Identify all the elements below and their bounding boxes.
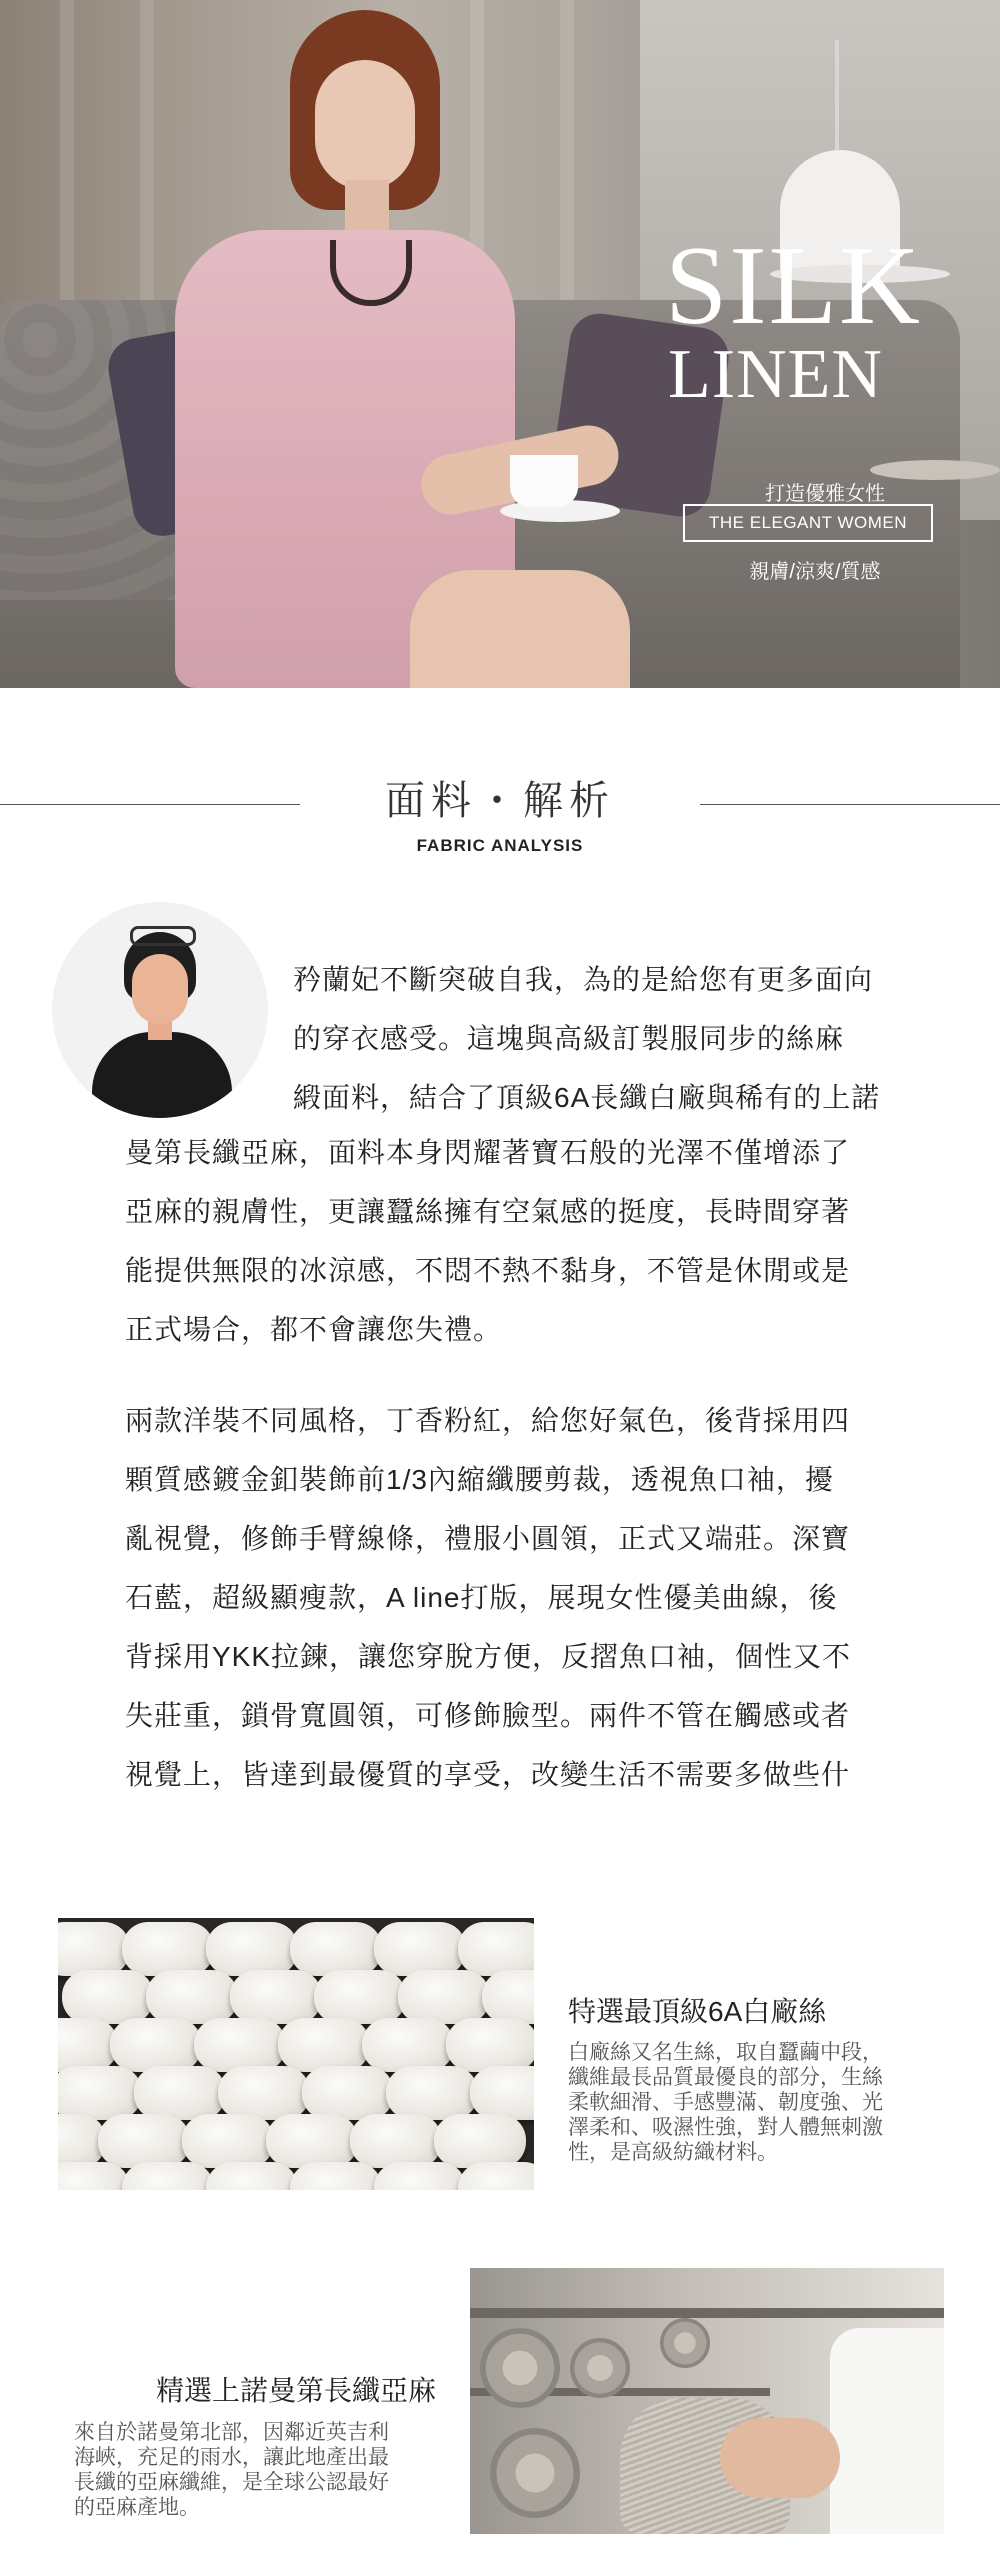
yarn-spool bbox=[490, 2428, 580, 2518]
feature-silk-title: 特選最頂級6A白廠絲 bbox=[568, 1996, 827, 2027]
yarn-spool bbox=[480, 2328, 560, 2408]
text-line: 澤柔和、吸濕性強，對人體無刺激 bbox=[568, 2116, 883, 2139]
text-line: 海峽，充足的雨水，讓此地產出最 bbox=[74, 2446, 389, 2469]
model-legs bbox=[410, 570, 630, 688]
teacup bbox=[510, 455, 578, 507]
divider-left bbox=[0, 804, 300, 805]
silk-cocoons-photo bbox=[58, 1918, 534, 2190]
silk-cocoon bbox=[290, 1922, 382, 1976]
silk-cocoon bbox=[98, 2114, 190, 2168]
silk-cocoon bbox=[374, 1922, 466, 1976]
hero-subtitle-en: THE ELEGANT WOMEN bbox=[708, 513, 908, 532]
silk-cocoon bbox=[482, 1970, 534, 2024]
silk-cocoon bbox=[278, 2018, 370, 2072]
silk-cocoon bbox=[350, 2114, 442, 2168]
silk-cocoon bbox=[58, 1922, 130, 1976]
silk-cocoon bbox=[206, 1922, 298, 1976]
silk-cocoon bbox=[458, 1922, 534, 1976]
intro-paragraph-rest bbox=[125, 1123, 925, 1359]
hero-subtitle-cn: 打造優雅女性 bbox=[765, 483, 885, 505]
text-line: 長纖的亞麻纖維，是全球公認最好 bbox=[74, 2471, 389, 2494]
text-line: 能提供無限的冰涼感，不悶不熱不黏身，不管是休閒或是 bbox=[125, 1255, 851, 1286]
yarn-spool bbox=[570, 2338, 630, 2398]
dress-description-paragraph bbox=[125, 1391, 925, 1804]
text-line: 曼第長纖亞麻，面料本身閃耀著寶石般的光澤不僅增添了 bbox=[125, 1137, 851, 1168]
text-line: 來自於諾曼第北部，因鄰近英吉利 bbox=[74, 2421, 389, 2444]
silk-cocoon bbox=[122, 2162, 214, 2190]
section-subtitle: FABRIC ANALYSIS bbox=[416, 836, 584, 855]
silk-cocoon bbox=[146, 1970, 238, 2024]
silk-cocoon bbox=[362, 2018, 454, 2072]
silk-cocoon bbox=[110, 2018, 202, 2072]
feature-linen-body bbox=[74, 2420, 464, 2520]
text-line: 的穿衣感受。這塊與高級訂製服同步的絲麻 bbox=[293, 1023, 845, 1054]
hero-tagline: 親膚/涼爽/質感 bbox=[749, 561, 881, 583]
silk-cocoon bbox=[218, 2066, 310, 2120]
silk-cocoon bbox=[58, 2162, 130, 2190]
text-line: 亞麻的親膚性，更讓蠶絲擁有空氣感的挺度，長時間穿著 bbox=[125, 1196, 851, 1227]
text-line: 白廠絲又名生絲，取自蠶繭中段， bbox=[568, 2041, 883, 2064]
silk-cocoon bbox=[386, 2066, 478, 2120]
silk-cocoon bbox=[206, 2162, 298, 2190]
silk-cocoon bbox=[194, 2018, 286, 2072]
text-line: 石藍，超級顯瘦款，A line打版，展現女性優美曲線，後 bbox=[125, 1582, 838, 1613]
silk-cocoon bbox=[374, 2162, 466, 2190]
silk-cocoon bbox=[62, 1970, 154, 2024]
curtain-fold bbox=[140, 0, 154, 300]
text-line: 緞面料，結合了頂級6A長纖白廠與稀有的上諾 bbox=[293, 1082, 881, 1113]
lamp-stand bbox=[835, 40, 839, 155]
silk-cocoon bbox=[398, 1970, 490, 2024]
silk-cocoon bbox=[302, 2066, 394, 2120]
designer-avatar bbox=[52, 902, 268, 1118]
worker-hand bbox=[720, 2418, 840, 2498]
silk-cocoon bbox=[182, 2114, 274, 2168]
text-line: 纖維最長品質最優良的部分，生絲 bbox=[568, 2066, 883, 2089]
worker-sleeve bbox=[830, 2328, 944, 2534]
divider-right bbox=[700, 804, 1000, 805]
silk-cocoon bbox=[58, 2066, 142, 2120]
feature-linen-title: 精選上諾曼第長纖亞麻 bbox=[155, 2375, 436, 2406]
avatar-body bbox=[92, 1032, 232, 1118]
silk-cocoon bbox=[134, 2066, 226, 2120]
text-line: 失莊重，鎖骨寬圓領，可修飾臉型。兩件不管在觸感或者 bbox=[125, 1700, 851, 1731]
machine-rack bbox=[470, 2308, 944, 2318]
text-line: 正式場合，都不會讓您失禮。 bbox=[125, 1314, 503, 1345]
silk-cocoon bbox=[290, 2162, 382, 2190]
yarn-spool bbox=[660, 2318, 710, 2368]
text-line: 的亞麻產地。 bbox=[74, 2496, 200, 2519]
silk-cocoon bbox=[230, 1970, 322, 2024]
model-face bbox=[315, 60, 415, 190]
silk-cocoon bbox=[122, 1922, 214, 1976]
text-line: 視覺上，皆達到最優質的享受，改變生活不需要多做些什 bbox=[125, 1759, 851, 1790]
feature-silk-body bbox=[568, 2040, 940, 2165]
silk-cocoon bbox=[470, 2066, 534, 2120]
text-line: 性，是高級紡織材料。 bbox=[568, 2141, 778, 2164]
silk-cocoon bbox=[458, 2162, 534, 2190]
avatar-sunglasses bbox=[130, 926, 196, 946]
text-line: 兩款洋裝不同風格，丁香粉紅，給您好氣色，後背採用四 bbox=[125, 1405, 851, 1436]
silk-cocoon bbox=[314, 1970, 406, 2024]
silk-cocoon bbox=[58, 2018, 118, 2072]
linen-yarn-photo bbox=[470, 2268, 944, 2534]
avatar-face bbox=[132, 954, 188, 1024]
silk-cocoon bbox=[266, 2114, 358, 2168]
hero-title-linen: LINEN bbox=[668, 336, 883, 413]
silk-cocoon bbox=[434, 2114, 526, 2168]
text-line: 柔軟細滑、手感豐滿、韌度強、光 bbox=[568, 2091, 883, 2114]
hero-title-silk: SILK bbox=[665, 224, 922, 348]
curtain-fold bbox=[60, 0, 74, 300]
intro-paragraph-lead bbox=[293, 950, 933, 1127]
section-title: 面料・解析 bbox=[385, 779, 615, 823]
text-line: 矜蘭妃不斷突破自我，為的是給您有更多面向 bbox=[293, 964, 874, 995]
silk-cocoon bbox=[446, 2018, 534, 2072]
text-line: 亂視覺，修飾手臂線條，禮服小圓領，正式又端莊。深寶 bbox=[125, 1523, 851, 1554]
side-table bbox=[870, 460, 1000, 480]
curtain-fold bbox=[560, 0, 574, 300]
text-line: 顆質感鍍金釦裝飾前1/3內縮纖腰剪裁，透視魚口袖，擾 bbox=[125, 1464, 834, 1495]
text-line: 背採用YKK拉鍊，讓您穿脫方便，反摺魚口袖，個性又不 bbox=[125, 1641, 852, 1672]
